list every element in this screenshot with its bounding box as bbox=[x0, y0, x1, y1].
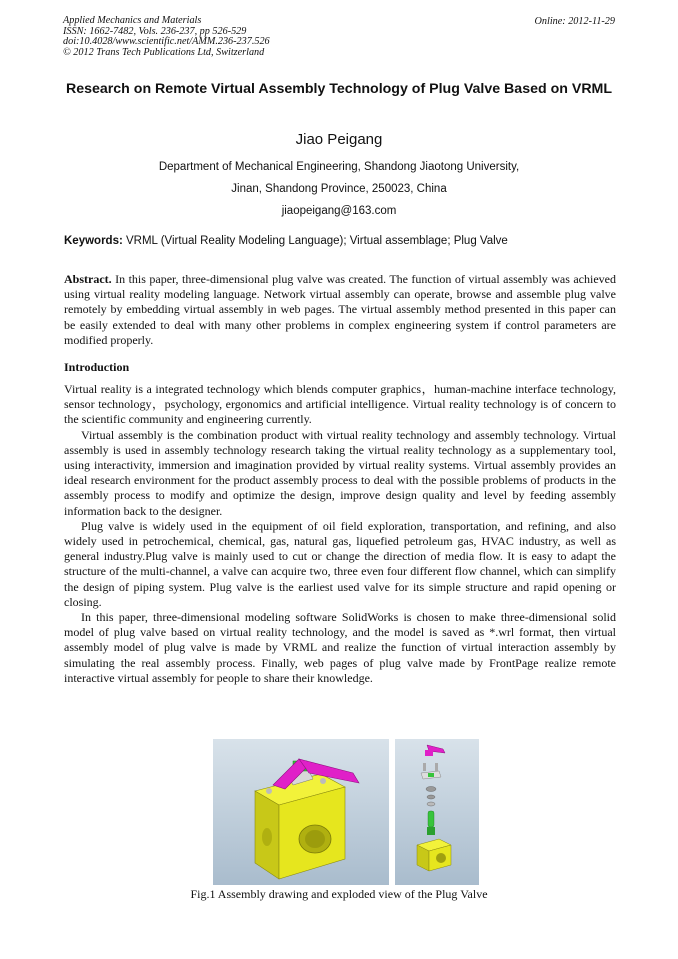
paragraph: In this paper, three-dimensional modeling software SolidWorks is chosen to make three-dimensional solid model of plug valve based on virtual reality technology, and the model is saved as *.wrl format, then virtual assembly model of plug valve is made by VRML and realize the function of virtual interaction assembly by simulating the real assembly process. Finally, web pages of plug valve made by FrontPage realize remote interactive virtual assembly for people to share their knowledge. bbox=[64, 610, 616, 685]
abstract-text: In this paper, three-dimensional plug valve was created. The function of virtual assembly was achieved using virtual reality modeling language. Network virtual assembly can operate, browse and assemble plug valve remotely by embedding virtual assembly in web pages. The virtual assembly method presented in this paper can be easily extended to deal with many other problems in complex engineering system if control parameters are modified properly. bbox=[64, 272, 616, 347]
abstract bbox=[64, 272, 616, 348]
journal-meta bbox=[63, 16, 270, 58]
affiliation bbox=[0, 156, 678, 222]
figure-caption: Fig.1 Assembly drawing and exploded view of the Plug Valve bbox=[190, 887, 488, 901]
plug-valve-illustration bbox=[213, 739, 479, 885]
affiliation-line-2: Jinan, Shandong Province, 250023, China bbox=[231, 183, 447, 195]
paragraph: Virtual assembly is the combination product with virtual reality technology and assembly technology. Virtual assembly is used in assembly technology research taking the virtual reality technology as a supplementary tool, using interactivity, immersion and imagination provided by virtual reality systems. Virtual assembly provides an ideal research environment for the product assembly process to deal with the possible problems of products in the assembly process to modify and optimize the design, improve design quality and level by feeding assembly information back to the designer. bbox=[64, 427, 616, 518]
online-date: Online: 2012-11-29 bbox=[534, 16, 615, 27]
keywords-text: VRML (Virtual Reality Modeling Language); Virtual assemblage; Plug Valve bbox=[122, 235, 508, 247]
author-name: Jiao Peigang bbox=[295, 131, 383, 148]
paragraph: Virtual reality is a integrated technology which blends computer graphics，human-machine interface technology, sensor technology，psychology, ergonomics and artificial intelligence. Virtual reality technology is of concern to the scientific community and engineering currently. bbox=[64, 382, 616, 427]
issn: ISSN: 1662-7482, Vols. 236-237, pp 526-529 bbox=[63, 25, 247, 37]
figure-1 bbox=[213, 739, 479, 885]
affiliation-line-1: Department of Mechanical Engineering, Shandong Jiaotong University, bbox=[158, 161, 520, 173]
section-heading-introduction: Introduction bbox=[64, 360, 130, 374]
abstract-label: Abstract. bbox=[64, 272, 112, 286]
keywords bbox=[64, 235, 619, 247]
copyright: © 2012 Trans Tech Publications Ltd, Switzerland bbox=[63, 46, 265, 58]
author-email[interactable]: jiaopeigang@163.com bbox=[281, 205, 397, 217]
introduction-body bbox=[64, 382, 616, 686]
journal-name: Applied Mechanics and Materials bbox=[63, 15, 202, 26]
paper-title: Research on Remote Virtual Assembly Technology of Plug Valve Based on VRML bbox=[65, 81, 613, 97]
paragraph: Plug valve is widely used in the equipment of oil field exploration, transportation, and refining, and also widely used in petrochemical, chemical, gas, natural gas, liquefied petroleum gas, HVAC industry, as well as general industry.Plug valve is mainly used to cut or change the direction of media flow. It is easy to adapt the structure of the multi-channel, a valve can acquire two, three even four different flow channel, which can simplify the design of piping system. Plug valve is the earliest used valve for its simple structure and rapid opening or closing. bbox=[64, 518, 616, 609]
keywords-label: Keywords: bbox=[64, 235, 123, 247]
doi-link[interactable]: doi:10.4028/www.scientific.net/AMM.236-237.526 bbox=[63, 36, 270, 47]
